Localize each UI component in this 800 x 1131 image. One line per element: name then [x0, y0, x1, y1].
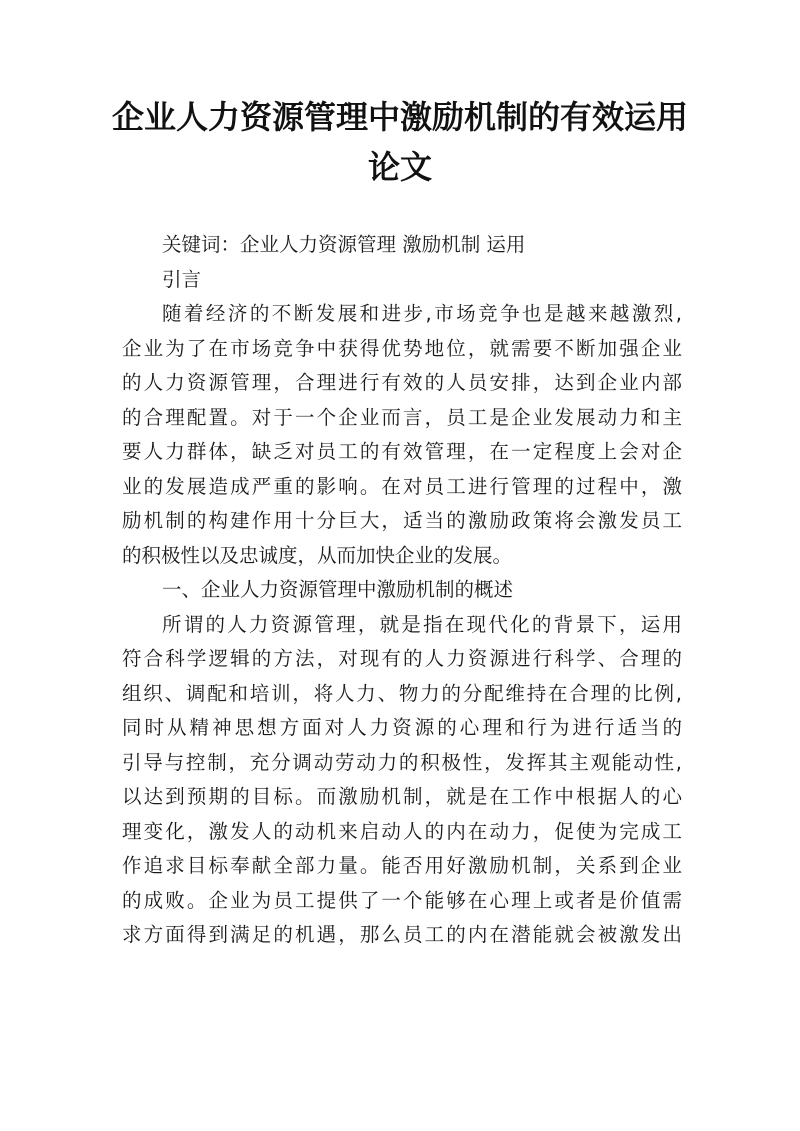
title-line-2: 论文: [367, 148, 432, 186]
body-line: 关键词：企业人力资源管理 激励机制 运用: [162, 233, 526, 256]
title-line-1: 企业人力资源管理中激励机制的有效运用: [111, 98, 688, 136]
body-line: 的人力资源管理，合理进行有效的人员安排，达到企业内部: [122, 371, 682, 394]
body-line: 随着经济的不断发展和进步,市场竞争也是越来越激烈,: [162, 302, 682, 325]
body-line: 的积极性以及忠诚度，从而加快企业的发展。: [122, 543, 513, 567]
body-line: 一、企业人力资源管理中激励机制的概述: [162, 578, 514, 601]
body-line: 同时从精神思想方面对人力资源的心理和行为进行适当的: [122, 716, 682, 739]
body-line: 以达到预期的目标。而激励机制，就是在工作中根据人的心: [122, 785, 682, 808]
document-body: [122, 228, 682, 953]
body-line: 要人力群体，缺乏对员工的有效管理，在一定程度上会对企: [122, 440, 682, 463]
body-line: 理变化，激发人的动机来启动人的内在动力，促使为完成工: [122, 819, 682, 843]
body-line: 企业为了在市场竞争中获得优势地位，就需要不断加强企业: [122, 336, 682, 360]
body-line: 励机制的构建作用十分巨大，适当的激励政策将会激发员工: [122, 509, 682, 532]
body-line: 符合科学逻辑的方法，对现有的人力资源进行科学、合理的: [122, 647, 682, 670]
body-line: 所谓的人力资源管理，就是指在现代化的背景下，运用: [162, 612, 682, 636]
document-title: [110, 92, 690, 192]
body-line: 引导与控制，充分调动劳动力的积极性，发挥其主观能动性,: [122, 750, 682, 774]
body-line: 引言: [162, 267, 202, 291]
body-line: 的合理配置。对于一个企业而言，员工是企业发展动力和主: [122, 405, 682, 429]
body-line: 的成败。企业为员工提供了一个能够在心理上或者是价值需: [122, 888, 682, 912]
body-line: 求方面得到满足的机遇，那么员工的内在潜能就会被激发出: [122, 923, 682, 946]
body-line: 作追求目标奉献全部力量。能否用好激励机制，关系到企业: [122, 854, 682, 877]
body-line: 业的发展造成严重的影响。在对员工进行管理的过程中，激: [122, 474, 682, 498]
body-line: 组织、调配和培训，将人力、物力的分配维持在合理的比例,: [122, 681, 682, 705]
